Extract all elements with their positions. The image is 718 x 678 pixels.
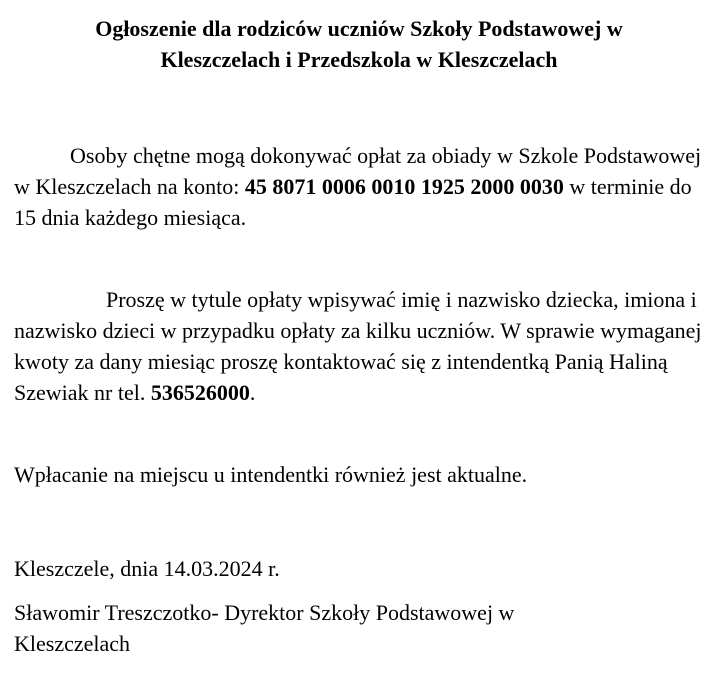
payment-text-before: Osoby chętne mogą dokonywać opłat za obiady w Szkole Podstawowej w Kleszczelach na konto: (14, 143, 702, 199)
instructions-text-before: Proszę w tytule opłaty wpisywać imię i nazwisko dziecka, imiona i nazwisko dzieci w przypadku opłaty za kilku uczniów. W sprawie wymaganej kwoty za dany miesiąc proszę kontaktować się z intendentką Panią Haliną Szewiak nr tel. (14, 287, 702, 405)
instructions-text-after: . (249, 380, 256, 405)
title-line-1: Ogłoszenie dla rodziców uczniów Szkoły Podstawowej w (95, 16, 623, 41)
account-number: 45 8071 0006 0010 1925 2000 0030 (244, 174, 564, 199)
place-date: Kleszczele, dnia 14.03.2024 r. (14, 556, 280, 581)
payment-paragraph (14, 140, 704, 233)
payment-text-after: w terminie do 15 dnia każdego miesiąca. (14, 174, 692, 230)
signature (14, 597, 704, 659)
signature-line-2: Kleszczelach (14, 631, 131, 656)
phone-number: 536526000 (150, 380, 250, 405)
instructions-paragraph (14, 284, 704, 408)
announcement-title (0, 13, 718, 75)
title-line-2: Kleszczelach i Przedszkola w Kleszczelach (160, 47, 558, 72)
signature-line-1: Sławomir Treszczotko- Dyrektor Szkoły Podstawowej w (14, 600, 515, 625)
onsite-payment-paragraph: Wpłacanie na miejscu u intendentki również jest aktualne. (14, 462, 528, 487)
